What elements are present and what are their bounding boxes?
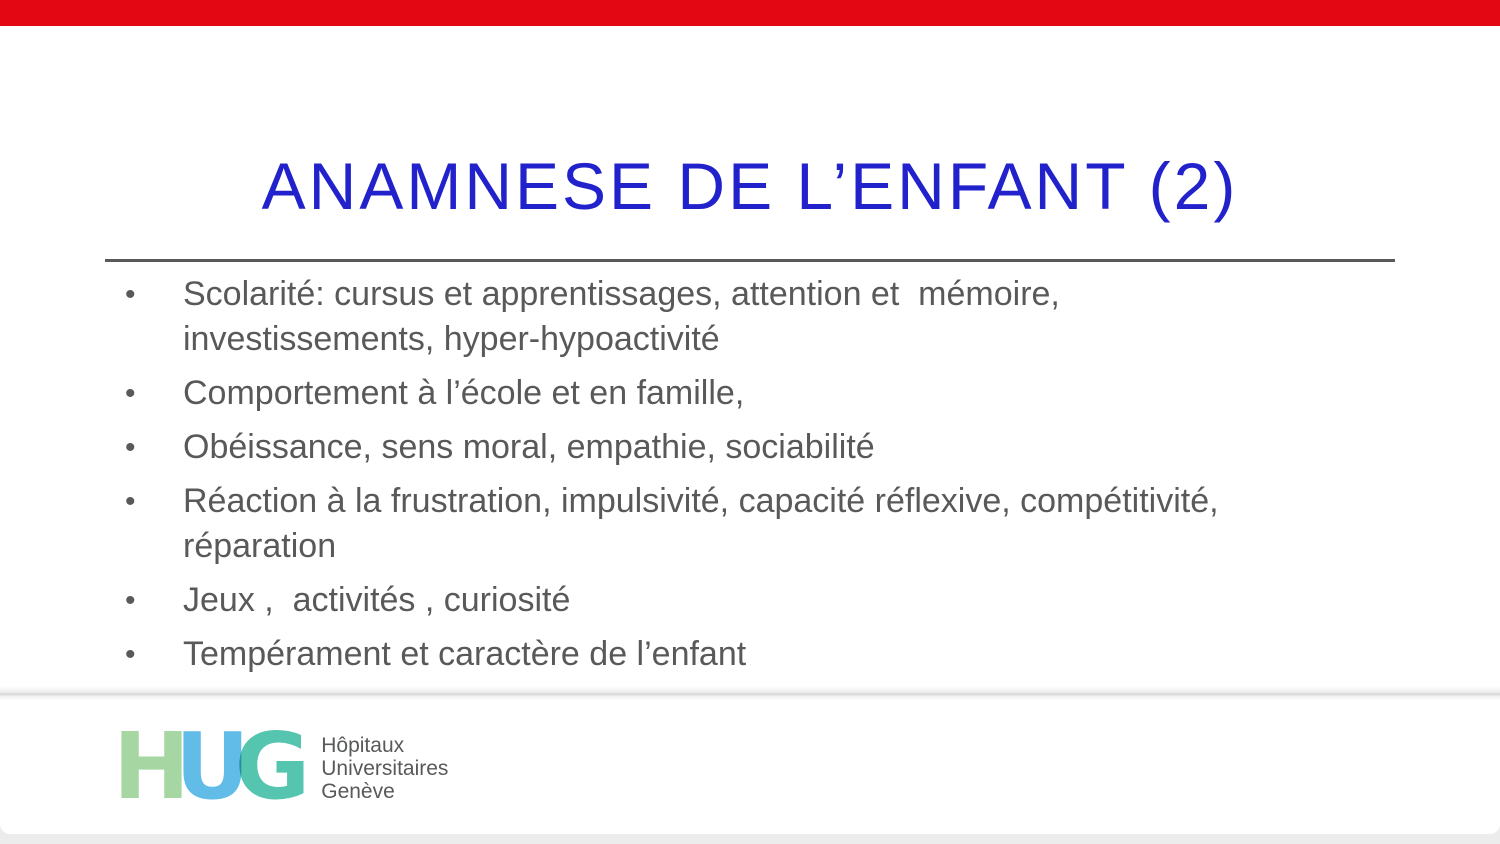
bullet-item — [125, 578, 1395, 623]
bullet-dot-icon: • — [125, 638, 136, 671]
hug-logo-text-line: Hôpitaux — [321, 734, 405, 757]
hug-logo-text — [321, 728, 448, 803]
bullet-text — [183, 371, 1395, 416]
hug-logo-text-line: Genève — [321, 780, 395, 803]
bullet-list — [125, 272, 1395, 686]
bullet-dot-icon: • — [125, 431, 136, 464]
bullet-dot-icon: • — [125, 377, 136, 410]
bullet-text — [183, 425, 1395, 470]
bullet-text — [183, 272, 1395, 362]
hug-logo-text-line: Universitaires — [321, 757, 449, 780]
bullet-text-line: Tempérament et caractère de l’enfant — [183, 635, 747, 673]
hug-logo-letters-icon — [113, 713, 296, 820]
footer-divider — [0, 686, 1500, 700]
bullet-text — [183, 578, 1395, 623]
bullet-item — [125, 371, 1395, 416]
bullet-dot-icon: • — [125, 485, 136, 518]
bullet-item — [125, 479, 1395, 569]
bullet-text — [183, 632, 1395, 677]
hug-logo — [113, 713, 449, 820]
bullet-text-line: Comportement à l’école et en famille, — [183, 374, 745, 412]
bullet-text-line: Jeux , activités , curiosité — [183, 581, 571, 619]
hug-logo-letter: U — [175, 713, 235, 820]
bullet-dot-icon: • — [125, 584, 136, 617]
bullet-text-line: Réaction à la frustration, impulsivité, capacité réflexive, compétitivité, — [183, 482, 1219, 520]
bullet-text-line: réparation — [183, 527, 337, 565]
bullet-item — [125, 632, 1395, 677]
title-underline — [105, 259, 1395, 262]
top-red-bar — [0, 0, 1500, 26]
bullet-text-line: investissements, hyper-hypoactivité — [183, 320, 720, 358]
hug-logo-letter: H — [113, 713, 175, 820]
bullet-dot-icon: • — [125, 278, 136, 311]
hug-logo-letter: G — [234, 713, 296, 820]
bullet-item — [125, 425, 1395, 470]
bottom-gray-strip — [0, 834, 1500, 844]
bullet-item — [125, 272, 1395, 362]
bullet-text — [183, 479, 1395, 569]
bullet-text-line: Scolarité: cursus et apprentissages, attention et mémoire, — [183, 275, 1060, 313]
bullet-text-line: Obéissance, sens moral, empathie, sociabilité — [183, 428, 875, 466]
slide-title: ANAMNESE DE L’ENFANT (2) — [261, 149, 1239, 223]
